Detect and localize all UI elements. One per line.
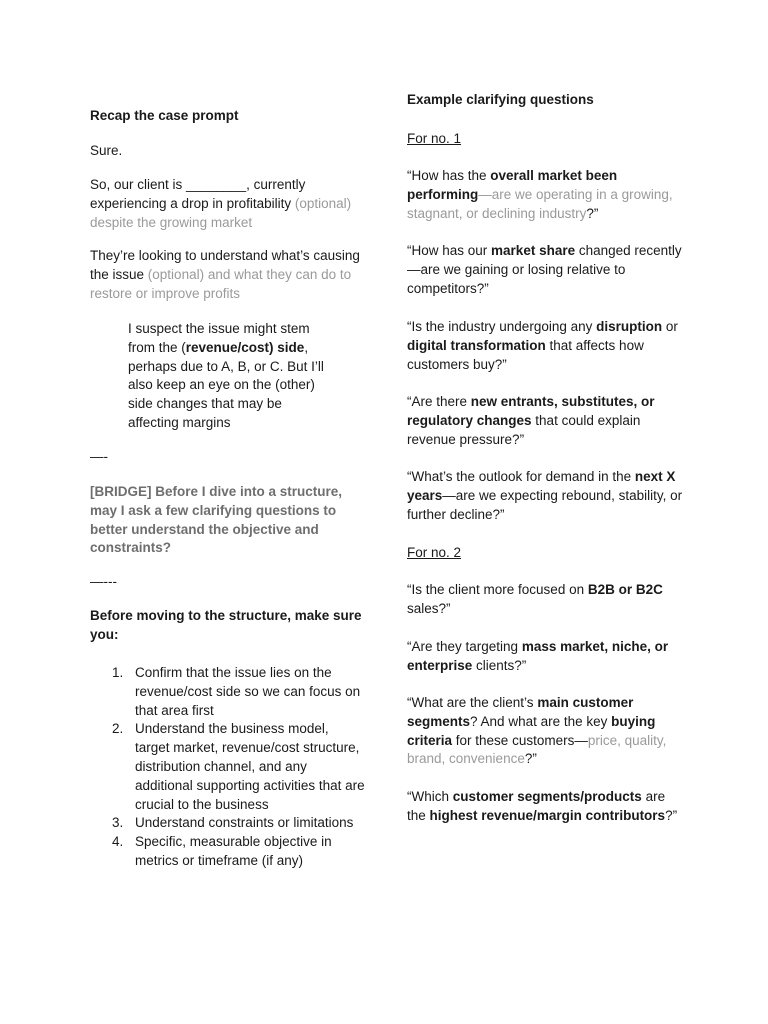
list-item: 2. Understand the business model, target market, revenue/cost structure, distribution channel, and any additional supporting activities that are crucial to the business <box>112 721 365 812</box>
question-market-performance: “How has the overall market been performing—are we operating in a growing, stagnant, or declining industry?” <box>407 168 673 221</box>
sure-text: Sure. <box>90 143 123 158</box>
question-customer-segments: “What are the client’s main customer segments? And what are the key buying criteria for these customers—price, quality, brand, convenience?” <box>407 695 667 767</box>
bridge-paragraph: [BRIDGE] Before I dive into a structure, may I ask a few clarifying questions to better understand the objective and constraints? <box>90 484 343 556</box>
list-item: 4. Specific, measurable objective in metrics or timeframe (if any) <box>112 834 332 868</box>
list-item: 1. Confirm that the issue lies on the revenue/cost side so we can focus on that area first <box>112 665 361 718</box>
section-no2: For no. 2 <box>407 545 462 560</box>
section-no1: For no. 1 <box>407 131 462 146</box>
divider-1: —- <box>90 449 108 464</box>
question-top-contributors: “Which customer segments/products are the highest revenue/margin contributors?” <box>407 789 678 823</box>
checklist <box>90 664 365 871</box>
divider-2: —--- <box>90 574 117 589</box>
list-item: 3. Understand constraints or limitations <box>112 815 354 831</box>
client-paragraph: So, our client is ________, currently experiencing a drop in profitability (optional) despite the growing market <box>90 177 352 230</box>
question-target-market: “Are they targeting mass market, niche, or enterprise clients?” <box>407 639 669 673</box>
question-demand-outlook: “What’s the outlook for demand in the next X years—are we expecting rebound, stability, or further decline?” <box>407 469 683 522</box>
before-heading: Before moving to the structure, make sure you: <box>90 608 362 642</box>
question-new-entrants: “Are there new entrants, substitutes, or regulatory changes that could explain revenue pressure?” <box>407 394 655 447</box>
suspect-paragraph: I suspect the issue might stem from the (revenue/cost) side, perhaps due to A, B, or C. But I’ll also keep an eye on the (other) side changes that may be affecting margins <box>128 321 324 430</box>
understand-paragraph: They’re looking to understand what’s causing the issue (optional) and what they can do to restore or improve profits <box>90 248 360 301</box>
question-disruption: “Is the industry undergoing any disruption or digital transformation that affects how customers buy?” <box>407 319 678 372</box>
questions-heading: Example clarifying questions <box>407 92 594 107</box>
recap-heading: Recap the case prompt <box>90 108 239 123</box>
question-market-share: “How has our market share changed recently—are we gaining or losing relative to competitors?” <box>407 243 682 296</box>
question-b2b-b2c: “Is the client more focused on B2B or B2C sales?” <box>407 582 663 616</box>
